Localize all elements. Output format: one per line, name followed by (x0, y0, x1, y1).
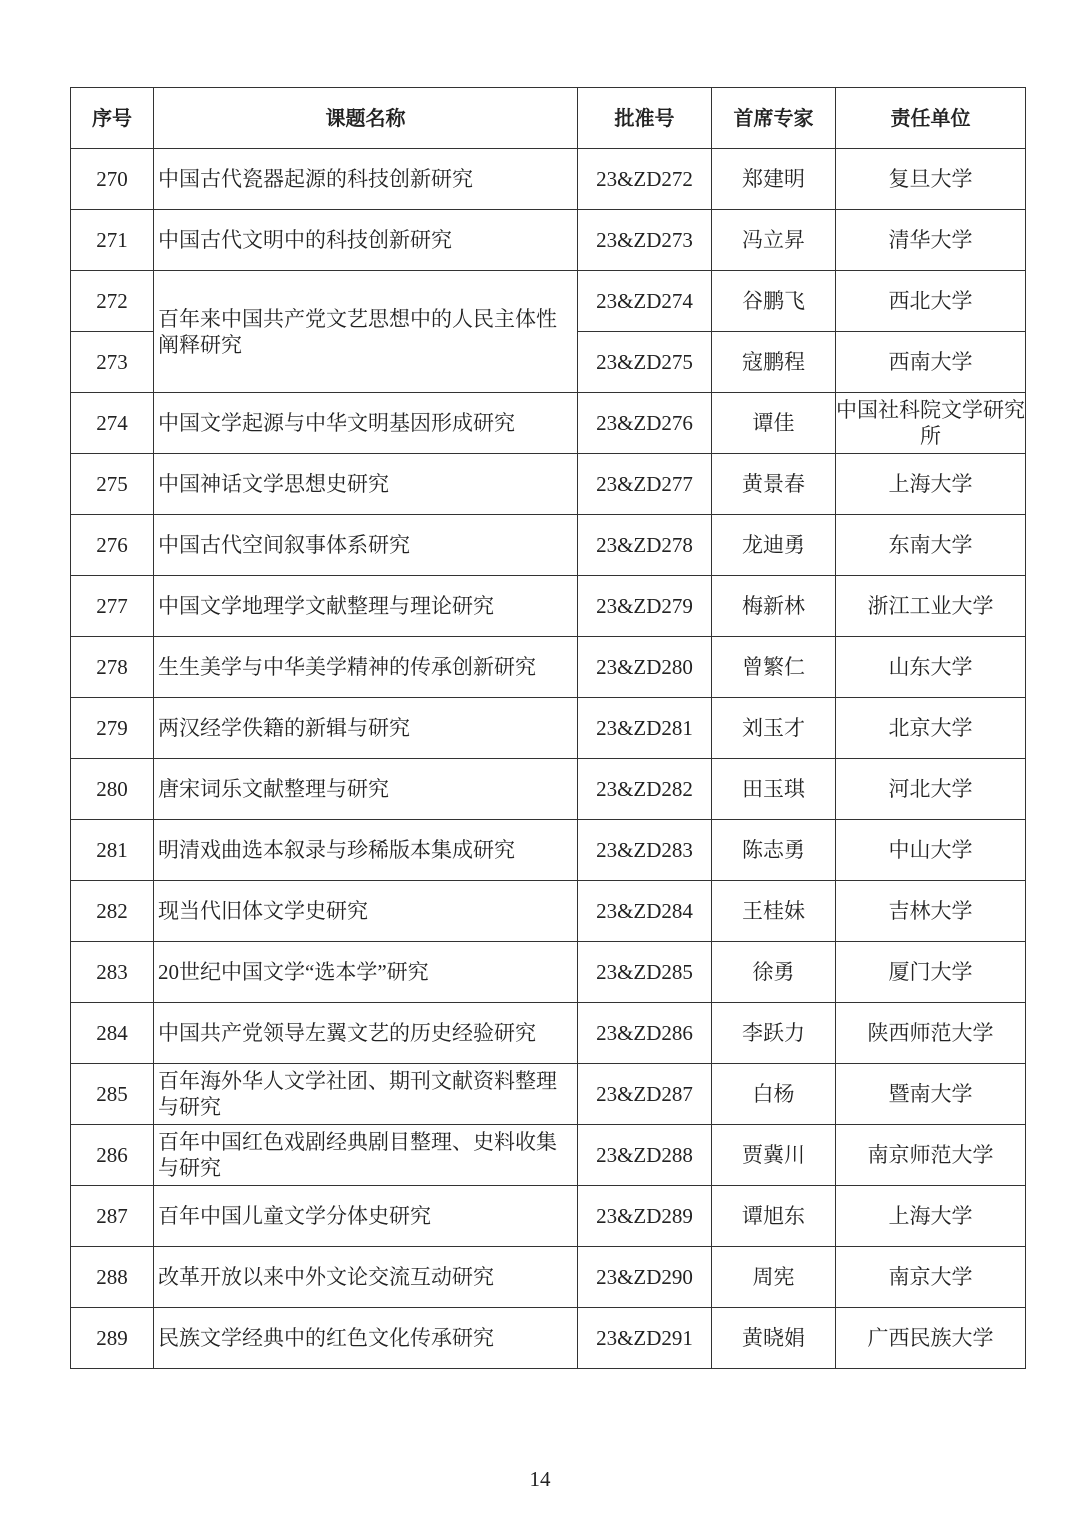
responsible-unit: 山东大学 (836, 637, 1026, 698)
responsible-unit: 西北大学 (836, 271, 1026, 332)
chief-expert: 曾繁仁 (712, 637, 836, 698)
project-title: 中国古代空间叙事体系研究 (154, 515, 578, 576)
project-title: 现当代旧体文学史研究 (154, 881, 578, 942)
approval-id: 23&ZD279 (578, 576, 712, 637)
project-title: 百年海外华人文学社团、期刊文献资料整理与研究 (154, 1064, 578, 1125)
chief-expert: 郑建明 (712, 149, 836, 210)
row-number: 277 (71, 576, 154, 637)
table-row (71, 1003, 1026, 1064)
table-row (71, 698, 1026, 759)
chief-expert: 刘玉才 (712, 698, 836, 759)
row-number: 275 (71, 454, 154, 515)
chief-expert: 白杨 (712, 1064, 836, 1125)
project-title: 明清戏曲选本叙录与珍稀版本集成研究 (154, 820, 578, 881)
responsible-unit: 上海大学 (836, 1186, 1026, 1247)
chief-expert: 寇鹏程 (712, 332, 836, 393)
responsible-unit: 河北大学 (836, 759, 1026, 820)
approval-id: 23&ZD272 (578, 149, 712, 210)
chief-expert: 王桂妹 (712, 881, 836, 942)
row-number: 286 (71, 1125, 154, 1186)
project-title: 生生美学与中华美学精神的传承创新研究 (154, 637, 578, 698)
row-number: 289 (71, 1308, 154, 1369)
table-row (71, 1125, 1026, 1186)
header-expert: 首席专家 (712, 88, 836, 149)
row-number: 271 (71, 210, 154, 271)
row-number: 270 (71, 149, 154, 210)
responsible-unit: 厦门大学 (836, 942, 1026, 1003)
table-row (71, 149, 1026, 210)
table-row (71, 1247, 1026, 1308)
responsible-unit: 南京大学 (836, 1247, 1026, 1308)
responsible-unit: 南京师范大学 (836, 1125, 1026, 1186)
header-row (71, 88, 1026, 149)
responsible-unit: 浙江工业大学 (836, 576, 1026, 637)
chief-expert: 李跃力 (712, 1003, 836, 1064)
row-number: 284 (71, 1003, 154, 1064)
responsible-unit: 暨南大学 (836, 1064, 1026, 1125)
responsible-unit: 复旦大学 (836, 149, 1026, 210)
responsible-unit: 中山大学 (836, 820, 1026, 881)
row-number: 272 (71, 271, 154, 332)
responsible-unit: 上海大学 (836, 454, 1026, 515)
approval-id: 23&ZD288 (578, 1125, 712, 1186)
table-row (71, 1186, 1026, 1247)
table-row (71, 271, 1026, 332)
row-number: 279 (71, 698, 154, 759)
chief-expert: 黄景春 (712, 454, 836, 515)
project-table (70, 87, 1026, 1369)
project-title: 20世纪中国文学“选本学”研究 (154, 942, 578, 1003)
project-title: 民族文学经典中的红色文化传承研究 (154, 1308, 578, 1369)
table-row (71, 759, 1026, 820)
responsible-unit: 西南大学 (836, 332, 1026, 393)
row-number: 273 (71, 332, 154, 393)
chief-expert: 周宪 (712, 1247, 836, 1308)
project-title: 中国共产党领导左翼文艺的历史经验研究 (154, 1003, 578, 1064)
responsible-unit: 中国社科院文学研究所 (836, 393, 1026, 454)
chief-expert: 梅新林 (712, 576, 836, 637)
project-title: 中国古代瓷器起源的科技创新研究 (154, 149, 578, 210)
chief-expert: 冯立昇 (712, 210, 836, 271)
project-title: 百年中国儿童文学分体史研究 (154, 1186, 578, 1247)
header-no: 序号 (71, 88, 154, 149)
header-unit: 责任单位 (836, 88, 1026, 149)
row-number: 283 (71, 942, 154, 1003)
approval-id: 23&ZD274 (578, 271, 712, 332)
row-number: 276 (71, 515, 154, 576)
row-number: 278 (71, 637, 154, 698)
table-row (71, 393, 1026, 454)
project-title: 中国古代文明中的科技创新研究 (154, 210, 578, 271)
header-title: 课题名称 (154, 88, 578, 149)
project-title: 两汉经学佚籍的新辑与研究 (154, 698, 578, 759)
project-title: 百年中国红色戏剧经典剧目整理、史料收集与研究 (154, 1125, 578, 1186)
project-title: 中国文学地理学文献整理与理论研究 (154, 576, 578, 637)
table-row (71, 210, 1026, 271)
row-number: 281 (71, 820, 154, 881)
approval-id: 23&ZD286 (578, 1003, 712, 1064)
table-row (71, 637, 1026, 698)
approval-id: 23&ZD284 (578, 881, 712, 942)
responsible-unit: 清华大学 (836, 210, 1026, 271)
table-row (71, 820, 1026, 881)
responsible-unit: 北京大学 (836, 698, 1026, 759)
project-title: 中国神话文学思想史研究 (154, 454, 578, 515)
table-row (71, 1064, 1026, 1125)
chief-expert: 谭旭东 (712, 1186, 836, 1247)
approval-id: 23&ZD278 (578, 515, 712, 576)
chief-expert: 谭佳 (712, 393, 836, 454)
row-number: 280 (71, 759, 154, 820)
approval-id: 23&ZD273 (578, 210, 712, 271)
approval-id: 23&ZD285 (578, 942, 712, 1003)
table-row (71, 454, 1026, 515)
project-title: 百年来中国共产党文艺思想中的人民主体性阐释研究 (154, 271, 578, 393)
row-number: 285 (71, 1064, 154, 1125)
responsible-unit: 东南大学 (836, 515, 1026, 576)
chief-expert: 龙迪勇 (712, 515, 836, 576)
approval-id: 23&ZD287 (578, 1064, 712, 1125)
approval-id: 23&ZD291 (578, 1308, 712, 1369)
chief-expert: 徐勇 (712, 942, 836, 1003)
responsible-unit: 广西民族大学 (836, 1308, 1026, 1369)
approval-id: 23&ZD289 (578, 1186, 712, 1247)
approval-id: 23&ZD290 (578, 1247, 712, 1308)
approval-id: 23&ZD275 (578, 332, 712, 393)
approval-id: 23&ZD282 (578, 759, 712, 820)
approval-id: 23&ZD276 (578, 393, 712, 454)
project-title: 改革开放以来中外文论交流互动研究 (154, 1247, 578, 1308)
approval-id: 23&ZD280 (578, 637, 712, 698)
table-row (71, 881, 1026, 942)
table-row (71, 515, 1026, 576)
chief-expert: 田玉琪 (712, 759, 836, 820)
approval-id: 23&ZD283 (578, 820, 712, 881)
row-number: 287 (71, 1186, 154, 1247)
page-number: 14 (529, 1467, 551, 1491)
approval-id: 23&ZD277 (578, 454, 712, 515)
row-number: 288 (71, 1247, 154, 1308)
responsible-unit: 吉林大学 (836, 881, 1026, 942)
approval-id: 23&ZD281 (578, 698, 712, 759)
chief-expert: 谷鹏飞 (712, 271, 836, 332)
header-approval-id: 批准号 (578, 88, 712, 149)
row-number: 274 (71, 393, 154, 454)
project-title: 中国文学起源与中华文明基因形成研究 (154, 393, 578, 454)
table-row (71, 1308, 1026, 1369)
project-title: 唐宋词乐文献整理与研究 (154, 759, 578, 820)
chief-expert: 贾冀川 (712, 1125, 836, 1186)
chief-expert: 黄晓娟 (712, 1308, 836, 1369)
responsible-unit: 陕西师范大学 (836, 1003, 1026, 1064)
table-row (71, 576, 1026, 637)
table-row (71, 942, 1026, 1003)
chief-expert: 陈志勇 (712, 820, 836, 881)
row-number: 282 (71, 881, 154, 942)
